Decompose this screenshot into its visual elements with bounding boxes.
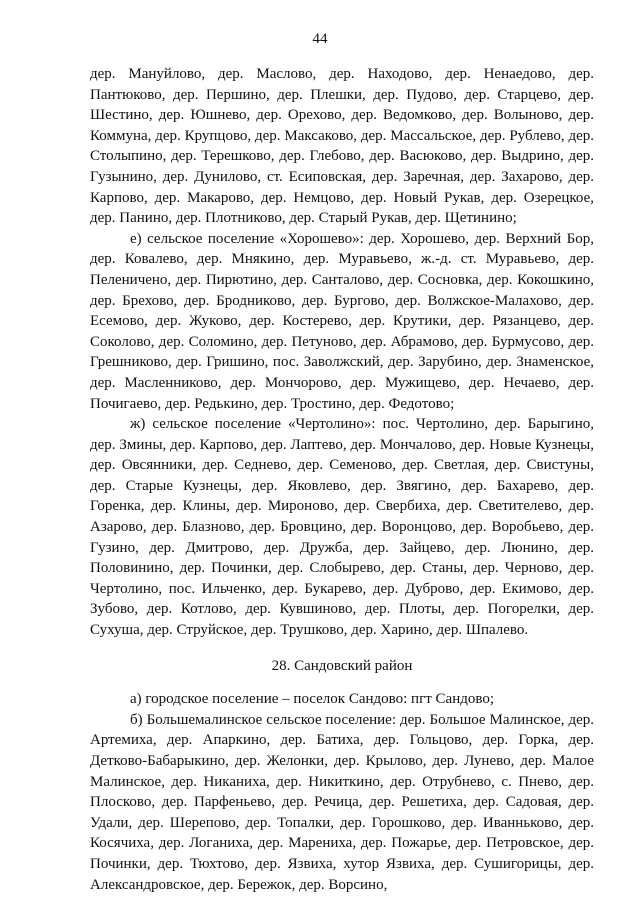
paragraph-chertolino: ж) сельское поселение «Чертолино»: пос. Чертолино, дер. Барыгино, дер. Змины, дер. Карпово, дер. Лаптево, дер. Мончалово, дер. Новые Кузнецы, дер. Овсянники, дер. Седнево, дер. Семеново, дер. Светлая, дер. Свистуны, дер. Старые Кузнецы, дер. Яковлево, дер. Звягино, дер. Бахарево, дер. Горенка, дер. Клины, дер. Мироново, дер. Свербиха, дер. Светителево, дер. Азарово, дер. Блазново, дер. Бровцино, дер. Воронцово, дер. Воробьево, дер. Гузино, дер. Дмитрово, дер. Дружба, дер. Зайцево, дер. Люнино, дер. Половинино, дер. Починки, дер. Слобырево, дер. Станы, дер. Черново, дер. Чертолино, пос. Ильченко, дер. Букарево, дер. Дуброво, дер. Екимово, дер. Зубово, дер. Котлово, дер. Кувшиново, дер. Плоты, дер. Погорелки, дер. Сухуша, дер. Струйское, дер. Трушково, дер. Харино, дер. Шпалево. xyxy=(90,416,594,639)
paragraph-sandovo-urban: а) городское поселение – поселок Сандово: пгт Сандово; xyxy=(130,691,495,708)
section-heading: 28. Сандовский район xyxy=(271,657,413,674)
paragraph-khoroshevo: е) сельское поселение «Хорошево»: дер. Хорошево, дер. Верхний Бор, дер. Ковалево, дер. Мнякино, дер. Муравьево, ж.-д. ст. Муравьево, дер. Пеленичено, дер. Пирютино, дер. Санталово, дер. Сосновка, дер. Кокошкино, дер. Брехово, дер. Бродниково, дер. Бургово, дер. Волжское-Малахово, дер. Есемово, дер. Жуково, дер. Костерево, дер. Крутики, дер. Рязанцево, дер. Соколово, дер. Соломино, дер. Петуново, дер. Абрамово, дер. Бурмусово, дер. Грешниково, дер. Гришино, пос. Заволжский, дер. Зарубино, дер. Знаменское, дер. Масленниково, дер. Мончорово, дер. Мужищево, дер. Нечаево, дер. Почигаево, дер. Редькино, дер. Тростино, дер. Федотово; xyxy=(90,230,594,412)
paragraph-bolshemalinskoe: б) Большемалинское сельское поселение: дер. Большое Малинское, дер. Артемиха, дер. Апаркино, дер. Батиха, дер. Гольцово, дер. Горка, дер. Детково-Бабарыкино, дер. Желонки, дер. Крылово, дер. Лунево, дер. Малое Малинское, дер. Никаниха, дер. Никиткино, дер. Отрубнево, с. Пнево, дер. Плосково, дер. Парфеньево, дер. Речица, дер. Решетиха, дер. Садовая, дер. Удали, дер. Шерепово, дер. Топалки, дер. Горошково, дер. Иванньково, дер. Косячиха, дер. Логаниха, дер. Марениха, дер. Пожарье, дер. Петровское, дер. Починки, дер. Тюхтово, дер. Язвиха, хутор Язвиха, дер. Сушигорицы, дер. Александровское, дер. Бережок, дер. Ворсино, xyxy=(90,711,594,893)
page-number: 44 xyxy=(312,31,328,47)
paragraph-list-continuation: дер. Мануйлово, дер. Маслово, дер. Находово, дер. Ненаедово, дер. Пантюково, дер. Першино, дер. Плешки, дер. Пудово, дер. Старцево, дер. Шестино, дер. Юшнево, дер. Орехово, дер. Ведомково, дер. Волыново, дер. Коммуна, дер. Крупцово, дер. Максаково, дер. Массальское, дер. Рублево, дер. Столыпино, дер. Терешково, дер. Глебово, дер. Васюково, дер. Выдрино, дер. Гузынино, дер. Дунилово, ст. Есиповская, дер. Заречная, дер. Захарово, дер. Карпово, дер. Макарово, дер. Немцово, дер. Новый Рукав, дер. Озерецкое, дер. Панино, дер. Плотниково, дер. Старый Рукав, дер. Щетинино; xyxy=(90,66,594,227)
document-body xyxy=(90,64,594,895)
